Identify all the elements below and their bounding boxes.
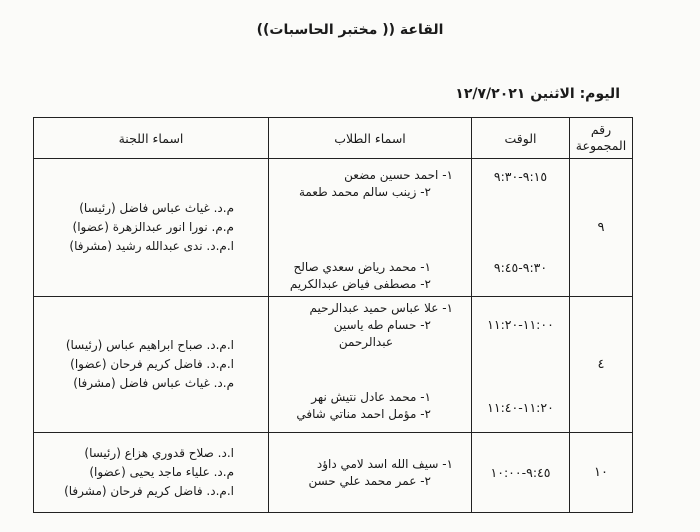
student-name: ٢- مصطفى فياض عبدالكريم bbox=[289, 277, 431, 291]
day-date: اليوم: الاثنين ١٢/٧/٢٠٢١ bbox=[455, 86, 620, 102]
students-cell bbox=[269, 159, 472, 297]
committee-member: م.م. نورا انور عبدالزهرة (عضوا) bbox=[72, 220, 234, 234]
student-name: ٢- زينب سالم محمد طعمة bbox=[298, 185, 431, 199]
committee-member: ا.د. صلاح قدوري هزاع (رئيسا) bbox=[84, 446, 234, 460]
group-number: ٩ bbox=[570, 159, 633, 297]
time-cell bbox=[472, 159, 570, 297]
table-row bbox=[34, 433, 633, 513]
slot-time: ٩:٣٠-٩:٤٥ bbox=[493, 260, 548, 275]
committee-cell bbox=[34, 159, 269, 297]
student-name: ١- محمد عادل نتيش نهر bbox=[311, 390, 431, 404]
slot-time: ٩:٤٥-١٠:٠٠ bbox=[490, 465, 551, 480]
header-row bbox=[34, 118, 633, 159]
committee-member: م.د. علياء ماجد يحيى (عضوا) bbox=[89, 465, 234, 479]
committee-member: م.د. غياث عباس فاضل (رئيسا) bbox=[79, 201, 234, 215]
hall-title: القاعة (( مختبر الحاسبات)) bbox=[256, 22, 444, 38]
student-name: ٢- مؤمل احمد مناتي شافي bbox=[296, 407, 431, 421]
header-students: اسماء الطلاب bbox=[269, 118, 472, 159]
student-name: ٢- حسام طه ياسين bbox=[333, 318, 431, 332]
time-cell bbox=[472, 433, 570, 513]
students-cell bbox=[269, 297, 472, 433]
student-name: ١- محمد رياض سعدي صالح bbox=[293, 260, 431, 274]
table-row bbox=[34, 297, 633, 433]
students-cell bbox=[269, 433, 472, 513]
committee-cell bbox=[34, 297, 269, 433]
student-name: ١- علا عباس حميد عبدالرحيم bbox=[309, 301, 453, 315]
slot-time: ٩:١٥-٩:٣٠ bbox=[493, 169, 548, 184]
committee-cell bbox=[34, 433, 269, 513]
committee-member: ا.م.د. فاضل كريم فرحان (مشرفا) bbox=[64, 484, 234, 498]
schedule-table bbox=[33, 117, 633, 513]
student-name: ٢- عمر محمد علي حسن bbox=[308, 473, 431, 488]
slot-time: ١١:٢٠-١١:٤٠ bbox=[487, 400, 554, 415]
header-group: رقم المجموعة bbox=[570, 118, 633, 159]
time-cell bbox=[472, 297, 570, 433]
group-number: ٤ bbox=[570, 297, 633, 433]
header-time: الوقت bbox=[472, 118, 570, 159]
table-row bbox=[34, 159, 633, 297]
header-committee: اسماء اللجنة bbox=[34, 118, 269, 159]
committee-member: ا.م.د. ندى عبدالله رشيد (مشرفا) bbox=[69, 239, 234, 253]
student-name: عبدالرحمن bbox=[338, 335, 393, 349]
committee-member: ا.م.د. صباح ابراهيم عباس (رئيسا) bbox=[65, 338, 234, 352]
committee-member: م.د. غياث عباس فاضل (مشرفا) bbox=[73, 376, 234, 390]
committee-member: ا.م.د. فاضل كريم فرحان (عضوا) bbox=[70, 357, 234, 371]
student-name: ١- احمد حسين مضعن bbox=[344, 168, 453, 182]
student-name: ١- سيف الله اسد لامي داؤد bbox=[316, 456, 453, 471]
group-number: ١٠ bbox=[570, 433, 633, 513]
slot-time: ١١:٠٠-١١:٢٠ bbox=[487, 317, 554, 332]
